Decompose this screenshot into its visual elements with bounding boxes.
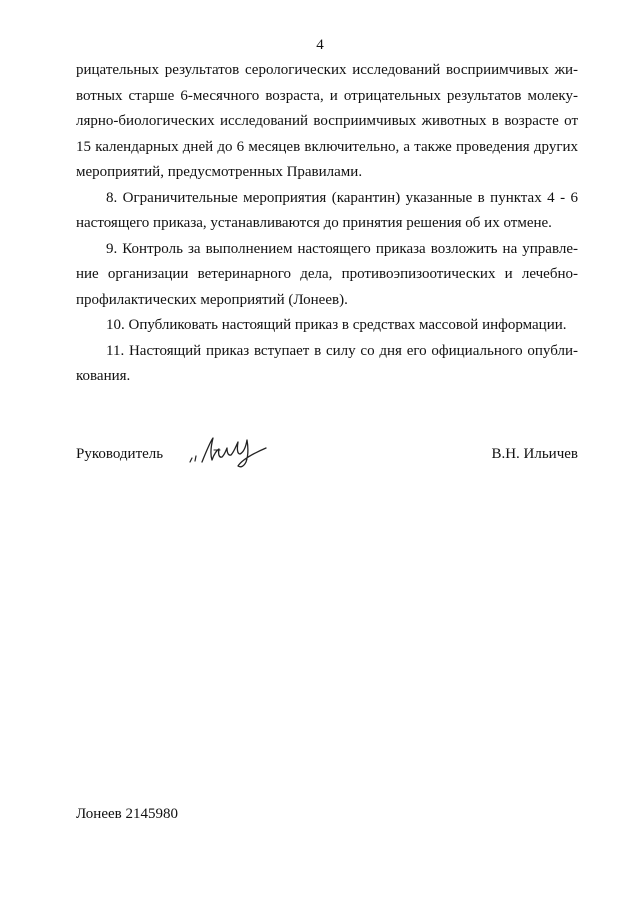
text-line: настоящего приказа, устанавливаются до принятия решения об их отмене. — [76, 215, 552, 231]
text-line: кования. — [76, 368, 131, 384]
text-line: мероприятий, предусмотренных Правилами. — [76, 164, 363, 180]
text-line: 11. Настоящий приказ вступает в силу со дня его официального опубли- — [106, 342, 578, 359]
text-line: 9. Контроль за выполнением настоящего приказа возложить на управле- — [106, 240, 578, 257]
signature-block — [76, 440, 578, 474]
text-line: профилактических мероприятий (Лонеев). — [76, 291, 348, 308]
signer-name: В.Н. Ильичев — [491, 446, 578, 462]
paragraph-item-8 — [76, 186, 578, 237]
executor-note: Лонеев 2145980 — [76, 806, 178, 822]
page-number: 4 — [316, 37, 324, 53]
handwritten-signature-icon — [186, 432, 276, 472]
paragraph-item-10 — [76, 313, 578, 339]
text-line: 10. Опубликовать настоящий приказ в средствах массовой информации. — [106, 317, 567, 333]
text-line: ние организации ветеринарного дела, противоэпизоотических и лечебно- — [76, 266, 578, 282]
text-line: лярно-биологических исследований восприимчивых животных в возрасте от — [76, 113, 578, 129]
text-line: 15 календарных дней до 6 месяцев включительно, а также проведения других — [76, 138, 578, 155]
text-line: рицательных результатов серологических исследований восприимчивых жи- — [76, 62, 578, 78]
paragraph-item-11 — [76, 339, 578, 390]
paragraph-item-9 — [76, 237, 578, 314]
text-line: 8. Ограничительные мероприятия (карантин) указанные в пунктах 4 - 6 — [106, 189, 578, 206]
document-body — [76, 58, 578, 390]
signer-position: Руководитель — [76, 446, 164, 462]
text-line: вотных старше 6-месячного возраста, и отрицательных результатов молеку- — [76, 87, 578, 104]
paragraph-continuation — [76, 58, 578, 186]
